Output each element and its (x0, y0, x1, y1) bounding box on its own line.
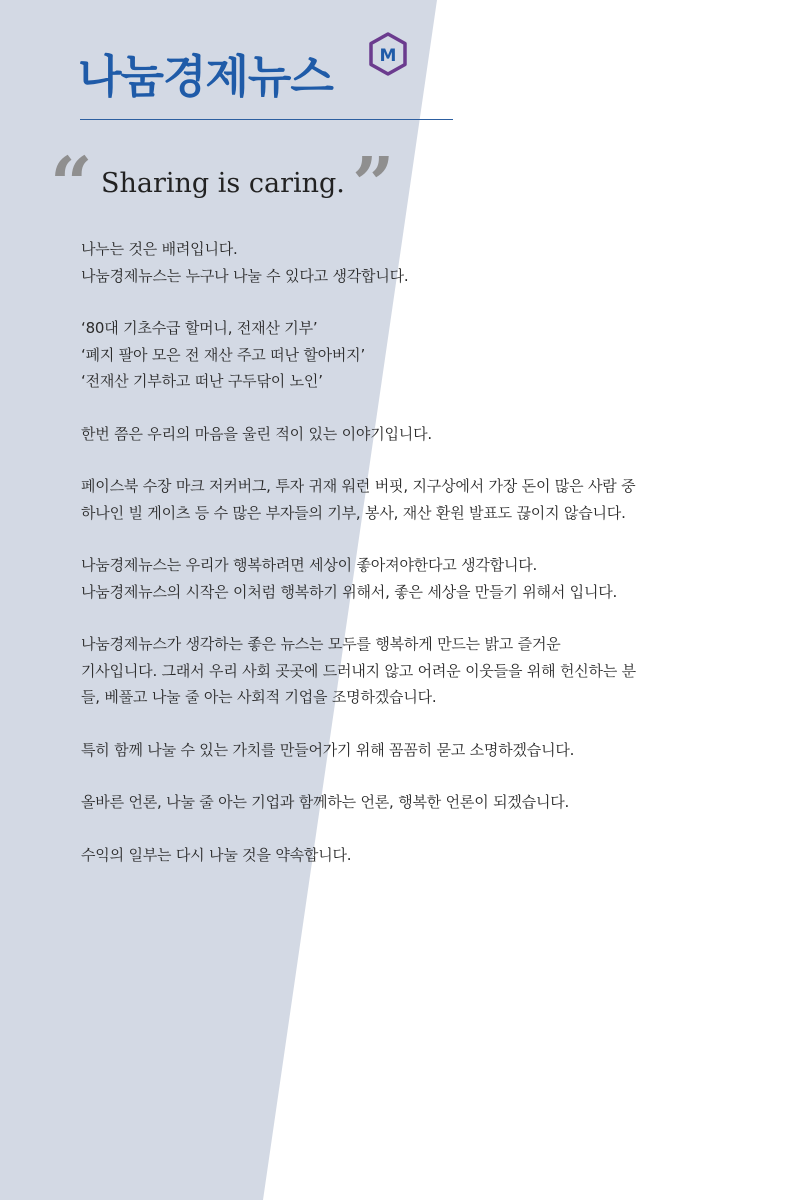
paragraph-line: 나누는 것은 배려입니다. (81, 240, 238, 258)
paragraph-line: 나눔경제뉴스는 우리가 행복하려면 세상이 좋아져야한다고 생각합니다. (81, 556, 538, 574)
paragraph-line: 수익의 일부는 다시 나눌 것을 약속합니다. (81, 845, 352, 864)
mark-letter: M (379, 46, 397, 66)
paragraph (81, 236, 731, 289)
paragraph (81, 421, 731, 448)
paragraph (81, 737, 731, 764)
paragraph-line: 페이스북 수장 마크 저커버그, 투자 귀재 워런 버핏, 지구상에서 가장 돈이 많은 사람 중 (81, 477, 636, 495)
paragraph-line: ‘폐지 팔아 모은 전 재산 주고 떠난 할아버지’ (81, 345, 366, 364)
paragraph-line: 들, 베풀고 나눌 줄 아는 사회적 기업을 조명하겠습니다. (81, 688, 437, 706)
header-divider (80, 119, 453, 120)
paragraph-line: ‘80대 기초수급 할머니, 전재산 기부’ (81, 319, 318, 337)
paragraph (81, 789, 731, 816)
tagline: Sharing is caring. (101, 168, 345, 199)
brand-logo[interactable] (78, 32, 418, 112)
paragraph (81, 315, 731, 395)
paragraph-line: 나눔경제뉴스의 시작은 이처럼 행복하기 위해서, 좋은 세상을 만들기 위해서 입니다. (81, 582, 618, 601)
close-quote-icon: ” (352, 142, 395, 228)
paragraph-line: 나눔경제뉴스가 생각하는 좋은 뉴스는 모두를 행복하게 만드는 밝고 즐거운 (81, 635, 561, 653)
paragraph-line: 하나인 빌 게이츠 등 수 많은 부자들의 기부, 봉사, 재산 환원 발표도 끊이지 않습니다. (81, 503, 626, 522)
open-quote-icon: “ (50, 142, 93, 228)
paragraph-line: 특히 함께 나눌 수 있는 가치를 만들어가기 위해 꼼꼼히 묻고 소명하겠습니다. (81, 740, 575, 759)
paragraph (81, 842, 731, 869)
paragraph-line: 기사입니다. 그래서 우리 사회 곳곳에 드러내지 않고 어려운 이웃들을 위해 헌신하는 분 (81, 661, 636, 680)
paragraph-line: 올바른 언론, 나눌 줄 아는 기업과 함께하는 언론, 행복한 언론이 되겠습니다. (81, 793, 570, 811)
paragraph-line: 나눔경제뉴스는 누구나 나눌 수 있다고 생각합니다. (81, 266, 409, 285)
paragraph (81, 631, 731, 711)
paragraph (81, 473, 731, 526)
intro-body (81, 236, 731, 894)
brand-name: 나눔경제뉴스 (78, 50, 333, 103)
paragraph-line: ‘전재산 기부하고 떠난 구두닦이 노인’ (81, 372, 323, 390)
paragraph-line: 한번 쯤은 우리의 마음을 울린 적이 있는 이야기입니다. (81, 424, 432, 443)
hexagon-m-icon (368, 32, 408, 76)
paragraph (81, 552, 731, 605)
